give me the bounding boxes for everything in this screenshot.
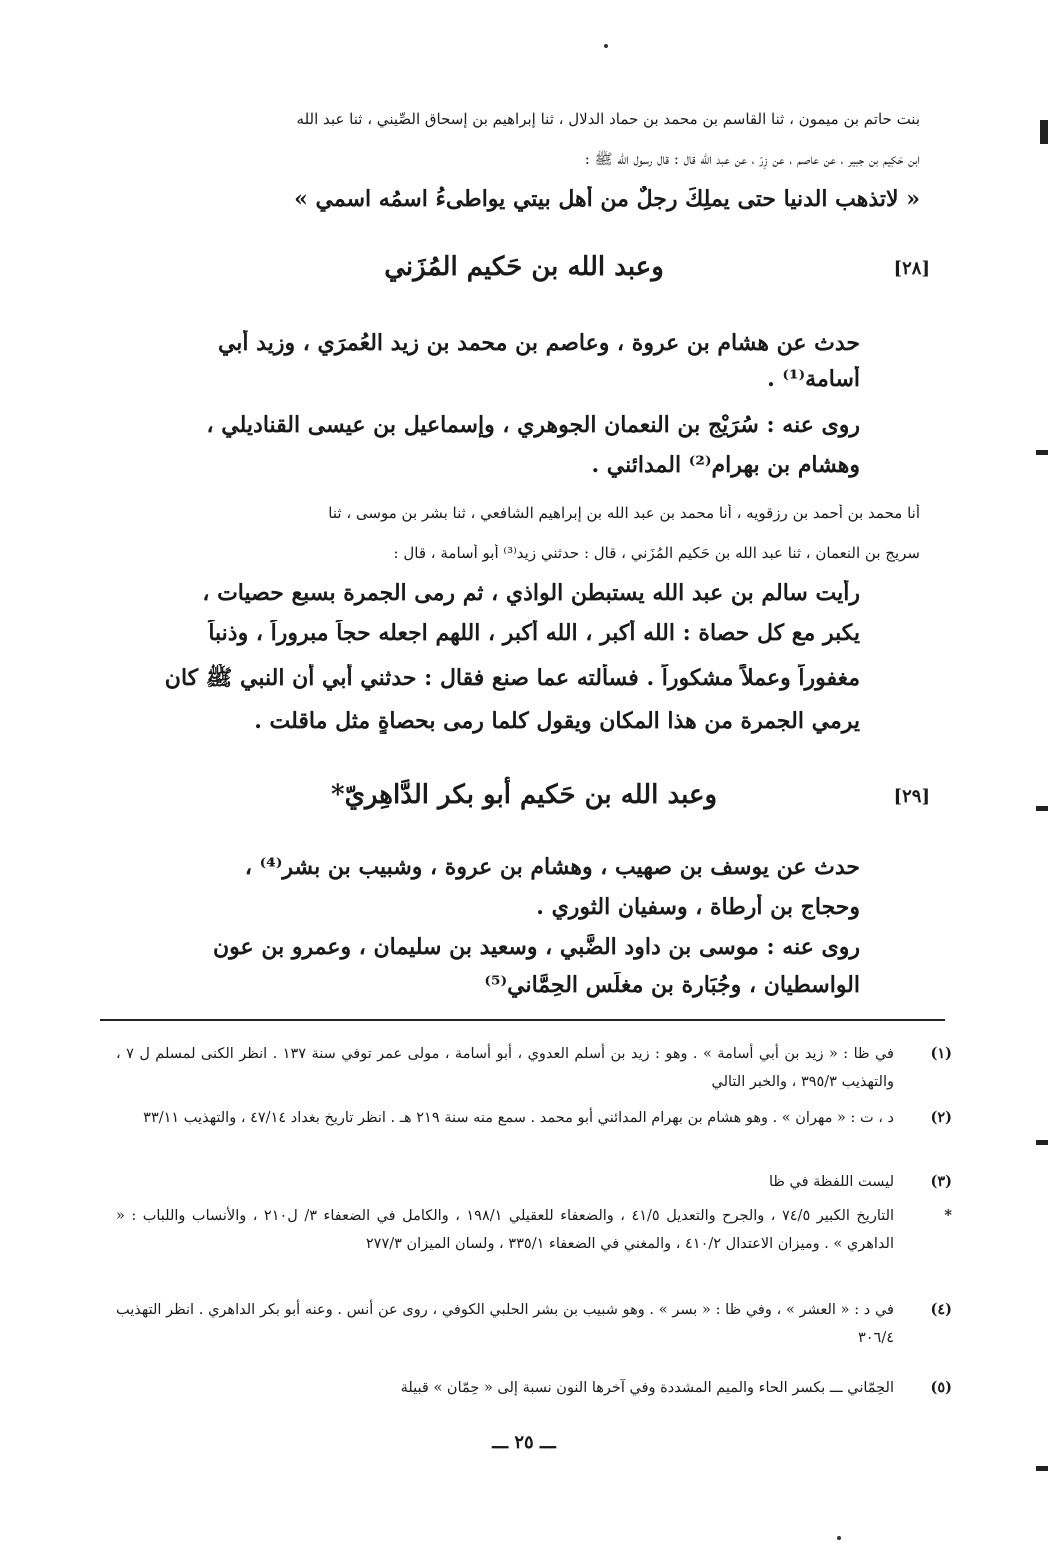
scan-speck: [837, 1536, 841, 1540]
footnote-number: (٢): [930, 1109, 952, 1126]
entry-29-paragraph-1-line-1: حدث عن يوسف بن صهيب ، وهشام بن عروة ، وشبيب بن بشر⁽⁴⁾ ،: [244, 854, 860, 880]
entry-28-paragraph-2-line-1: روى عنه : سُرَيْج بن النعمان الجوهري ، وإسماعيل بن عيسى القناديلي ،: [206, 412, 860, 438]
footnote-number: (١): [930, 1045, 952, 1062]
entry-28-text-line-2: يكبر مع كل حصاة : الله أكبر ، الله أكبر ، اللهم اجعله حجاً مبروراً ، وذنباً: [208, 620, 860, 646]
entry-28-number: [٢٨]: [893, 258, 930, 279]
intro-quote: « لاتذهب الدنيا حتى يملِكَ رجلٌ من أهل بيتي يواطىءُ اسمُه اسمي »: [294, 186, 920, 212]
entry-28-text-line-4: يرمي الجمرة من هذا المكان ويقول كلما رمى بحصاةٍ مثل ماقلت .: [254, 708, 860, 734]
entry-28-isnad-line-1: أنا محمد بن أحمد بن رزقويه ، أنا محمد بن عبد الله بن إبراهيم الشافعي ، ثنا بشر بن موسى ، ثنا: [328, 504, 920, 522]
entry-28-paragraph-1-line-1: حدث عن هشام بن عروة ، وعاصم بن محمد بن زيد العُمرَي ، وزيد أبي: [217, 330, 860, 356]
footnote-3: [116, 1168, 952, 1196]
footnote-text: ليست اللفظة في ظا: [768, 1174, 894, 1190]
entry-28-paragraph-1-line-2: أسامة⁽¹⁾ .: [767, 366, 860, 392]
entry-29-title: وعبد الله بن حَكيم أبو بكر الدَّاهِريّ*: [330, 780, 718, 810]
page-number: ـــ ٢٥ ـــ: [492, 1432, 556, 1453]
entry-28-text-line-3: مغفوراً وعملاً مشكوراً . فسألته عما صنع فقال : حدثني أبي أن النبي ﷺ كان: [164, 665, 860, 691]
footnote-text: في د : « العشر » ، وفي ظا : « بسر » . وهو شبيب بن بشر الحلبي الكوفي ، روى عن أنس . وعنه أبو بكر الداهري . انظر التهذيب ٣٠٦/٤: [116, 1302, 894, 1346]
entry-28-text-line-1: رأيت سالم بن عبد الله يستبطن الواذي ، ثم رمى الجمرة بسبع حصيات ،: [202, 580, 860, 606]
footnote-number: *: [944, 1207, 952, 1224]
scan-edge-mark: [1036, 1466, 1048, 1471]
footnote-text: في ظا : « زيد بن أبي أسامة » . وهو : زيد بن أسلم العدوي ، أبو أسامة ، مولى عمر توفي سنة ١٣٧ . انظر الكنى لمسلم ل ٧ ، والتهذيب ٣٩٥/٣ ، والخبر التالي: [116, 1046, 894, 1090]
intro-line-1: بنت حاتم بن ميمون ، ثنا القاسم بن محمد بن حماد الدلال ، ثنا إبراهيم بن إسحاق الصِّيني ، ثنا عبد الله: [296, 110, 920, 128]
footnote-number: (٤): [930, 1301, 952, 1318]
footnote-4: [116, 1296, 952, 1352]
footnote-star: [116, 1202, 952, 1258]
footnote-1: [116, 1040, 952, 1096]
footnote-5: [116, 1374, 952, 1402]
footnote-text: الحِمّاني ـــ بكسر الحاء والميم المشددة وفي آخرها النون نسبة إلى « حِمّان » قبيلة: [400, 1380, 894, 1396]
entry-29-number: [٢٩]: [893, 786, 930, 807]
entry-28-isnad-line-2: سريج بن النعمان ، ثنا عبد الله بن حَكيم المُزَني ، قال : حدثني زيد⁽³⁾ أبو أسامة ، قال :: [393, 544, 920, 562]
footnote-number: (٥): [930, 1379, 952, 1396]
scan-speck: [604, 44, 608, 48]
intro-line-2: ابن حَكِيم بن جبير ، عن عاصم ، عن زِرّ ، عن عبد الله قال : قال رسول الله ﷺ :: [584, 150, 920, 168]
entry-28-title: وعبد الله بن حَكيم المُزَني: [384, 252, 664, 282]
entry-29-paragraph-1-line-2: وحجاج بن أرطاة ، وسفيان الثوري .: [536, 894, 860, 920]
scan-edge-mark: [1036, 450, 1048, 455]
footnote-text: التاريخ الكبير ٧٤/٥ ، والجرح والتعديل ٤١/٥ ، والضعفاء للعقيلي ١٩٨/١ ، والكامل في الضعفاء ٣/ ل٢١٠ ، والأنساب واللباب : « الداهري » . وميزان الاعتدال ٤١٠/٢ ، والمغني في الضعفاء ٣٣٥/١ ، ولسان الميزان ٢٧٧/٣: [116, 1208, 895, 1252]
entry-28-paragraph-2-line-2: وهشام بن بهرام⁽²⁾ المدائني .: [591, 452, 860, 478]
scan-edge-mark: [1036, 1140, 1048, 1145]
entry-29-paragraph-2-line-2: الواسطيان ، وجُبَارة بن مغلِّس الحِمَّاني⁽⁵⁾: [484, 972, 860, 998]
entry-29-paragraph-2-line-1: روى عنه : موسى بن داود الضَّبي ، وسعيد بن سليمان ، وعمرو بن عون: [213, 934, 860, 960]
footnote-2: [116, 1104, 952, 1132]
footnote-text: د ، ت : « مهران » . وهو هشام بن بهرام المدائني أبو محمد . سمع منه سنة ٢١٩ هـ . انظر تاريخ بغداد ٤٧/١٤ ، والتهذيب ٣٣/١١: [143, 1110, 894, 1126]
scan-edge-mark: [1040, 120, 1048, 144]
footnote-number: (٣): [930, 1173, 952, 1190]
footnote-separator: [100, 1019, 945, 1021]
